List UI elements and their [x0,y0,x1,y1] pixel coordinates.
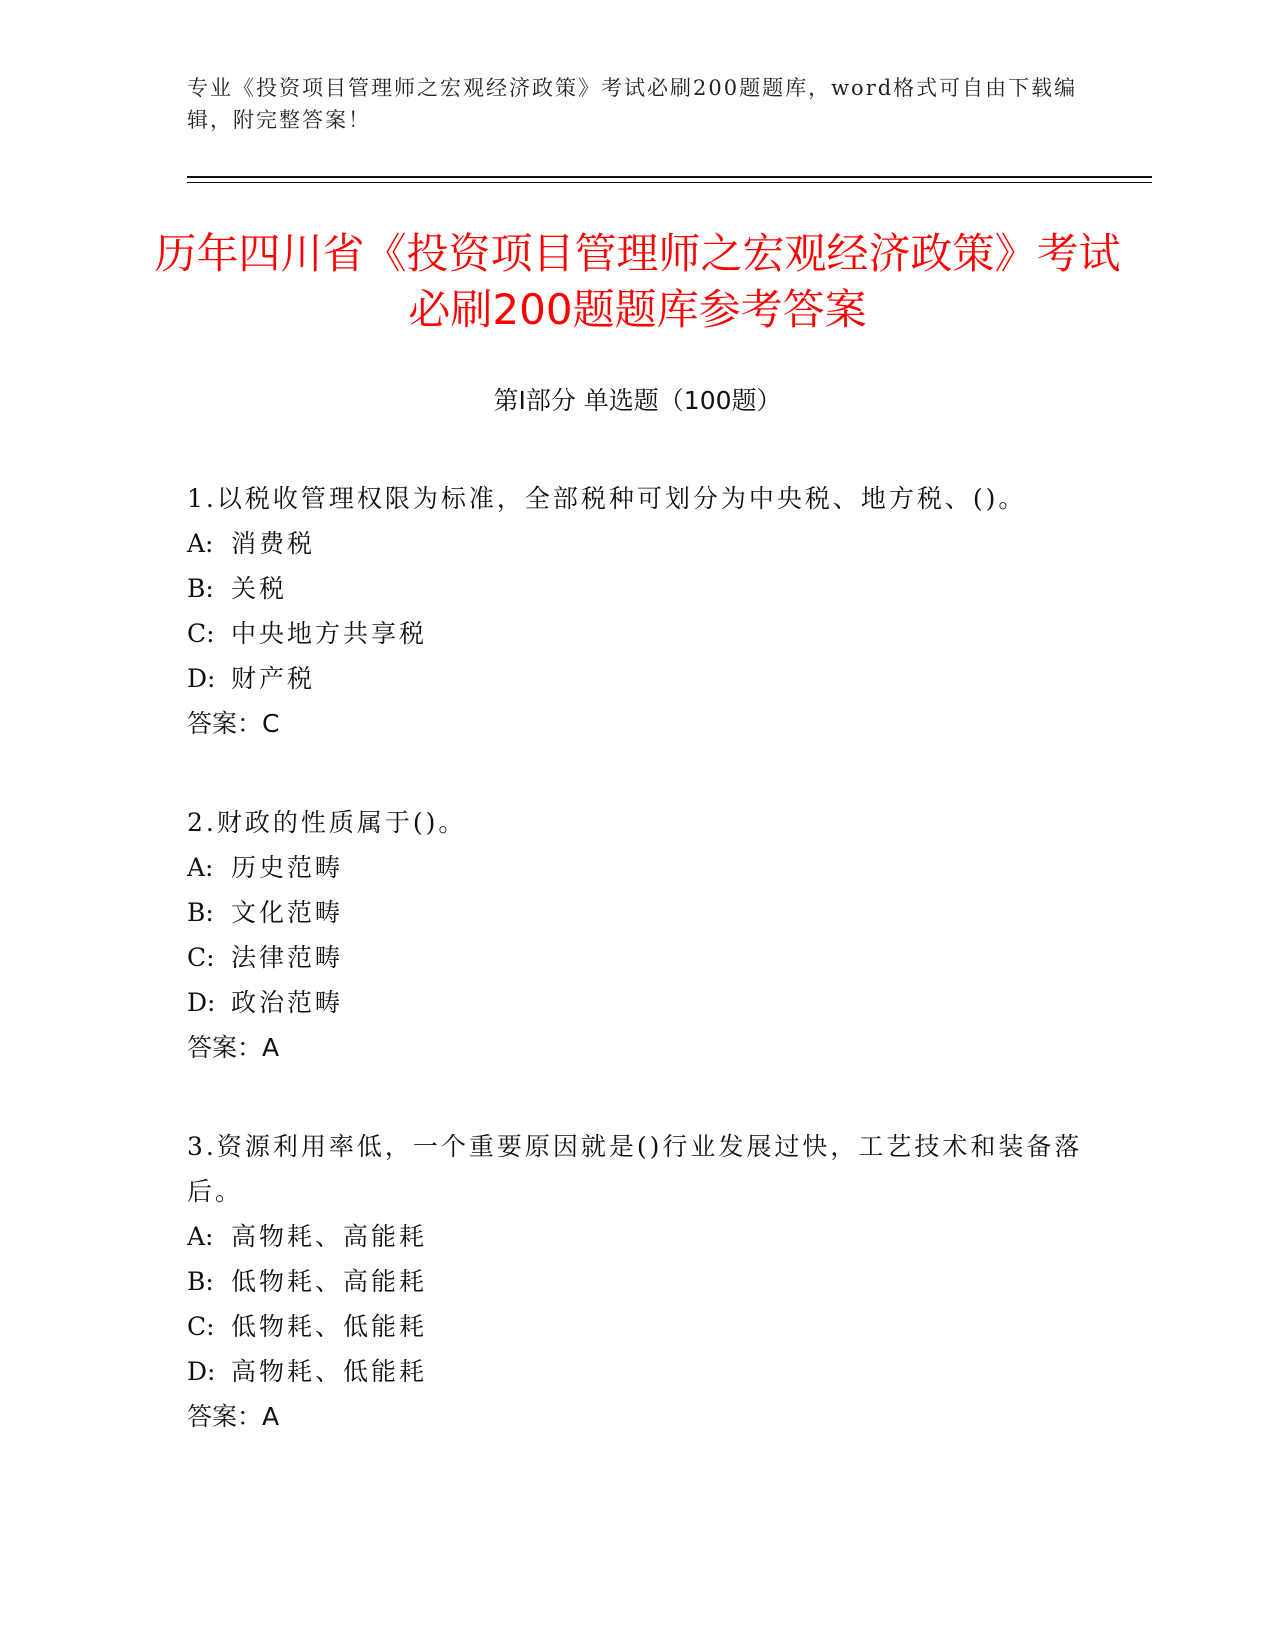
option-letter: B: [187,1267,214,1296]
option-text: 关税 [231,574,288,603]
header-rule-thick [187,176,1152,178]
option-letter: A: [187,529,214,558]
answer: 答案：C [187,709,280,738]
section-title: 第I部分 单选题（100题） [493,386,782,415]
option-text: 中央地方共享税 [231,619,428,648]
question-stem: 3.资源利用率低，一个重要原因就是()行业发展过快，工艺技术和装备落后。 [187,1132,1083,1206]
option-letter: B: [187,898,214,927]
question-stem: 2.财政的性质属于()。 [187,808,467,837]
header-note: 专业《投资项目管理师之宏观经济政策》考试必刷200题题库，word格式可自由下载编辑，附完整答案！ [187,76,1078,132]
option-d [187,656,1087,701]
option-a [187,845,1087,890]
option-a [187,521,1087,566]
option-b [187,1259,1087,1304]
header-rule-thin [187,182,1152,183]
option-a [187,1214,1087,1259]
option-letter: A: [187,1222,214,1251]
option-text: 消费税 [231,529,316,558]
option-c [187,611,1087,656]
option-letter: C: [187,943,215,972]
answer: 答案：A [187,1402,280,1431]
option-letter: A: [187,853,214,882]
option-text: 高物耗、低能耗 [231,1357,428,1386]
option-letter: D: [187,664,216,693]
option-letter: D: [187,988,216,1017]
option-letter: C: [187,1312,215,1341]
document-title: 历年四川省《投资项目管理师之宏观经济政策》考试必刷200题题库参考答案 [154,229,1121,334]
option-text: 高物耗、高能耗 [231,1222,428,1251]
question-1 [187,476,1087,746]
answer: 答案：A [187,1033,280,1062]
question-stem: 1.以税收管理权限为标准，全部税种可划分为中央税、地方税、()。 [187,484,1027,513]
question-2 [187,800,1087,1070]
option-text: 法律范畴 [231,943,344,972]
option-letter: D: [187,1357,216,1386]
option-c [187,935,1087,980]
question-list [187,476,1087,1493]
option-b [187,566,1087,611]
option-text: 历史范畴 [231,853,344,882]
option-letter: B: [187,574,214,603]
question-3 [187,1124,1087,1439]
option-c [187,1304,1087,1349]
option-text: 财产税 [231,664,316,693]
option-text: 低物耗、高能耗 [231,1267,428,1296]
option-text: 政治范畴 [231,988,344,1017]
option-text: 低物耗、低能耗 [231,1312,428,1341]
option-letter: C: [187,619,215,648]
option-d [187,980,1087,1025]
option-d [187,1349,1087,1394]
option-b [187,890,1087,935]
option-text: 文化范畴 [231,898,344,927]
